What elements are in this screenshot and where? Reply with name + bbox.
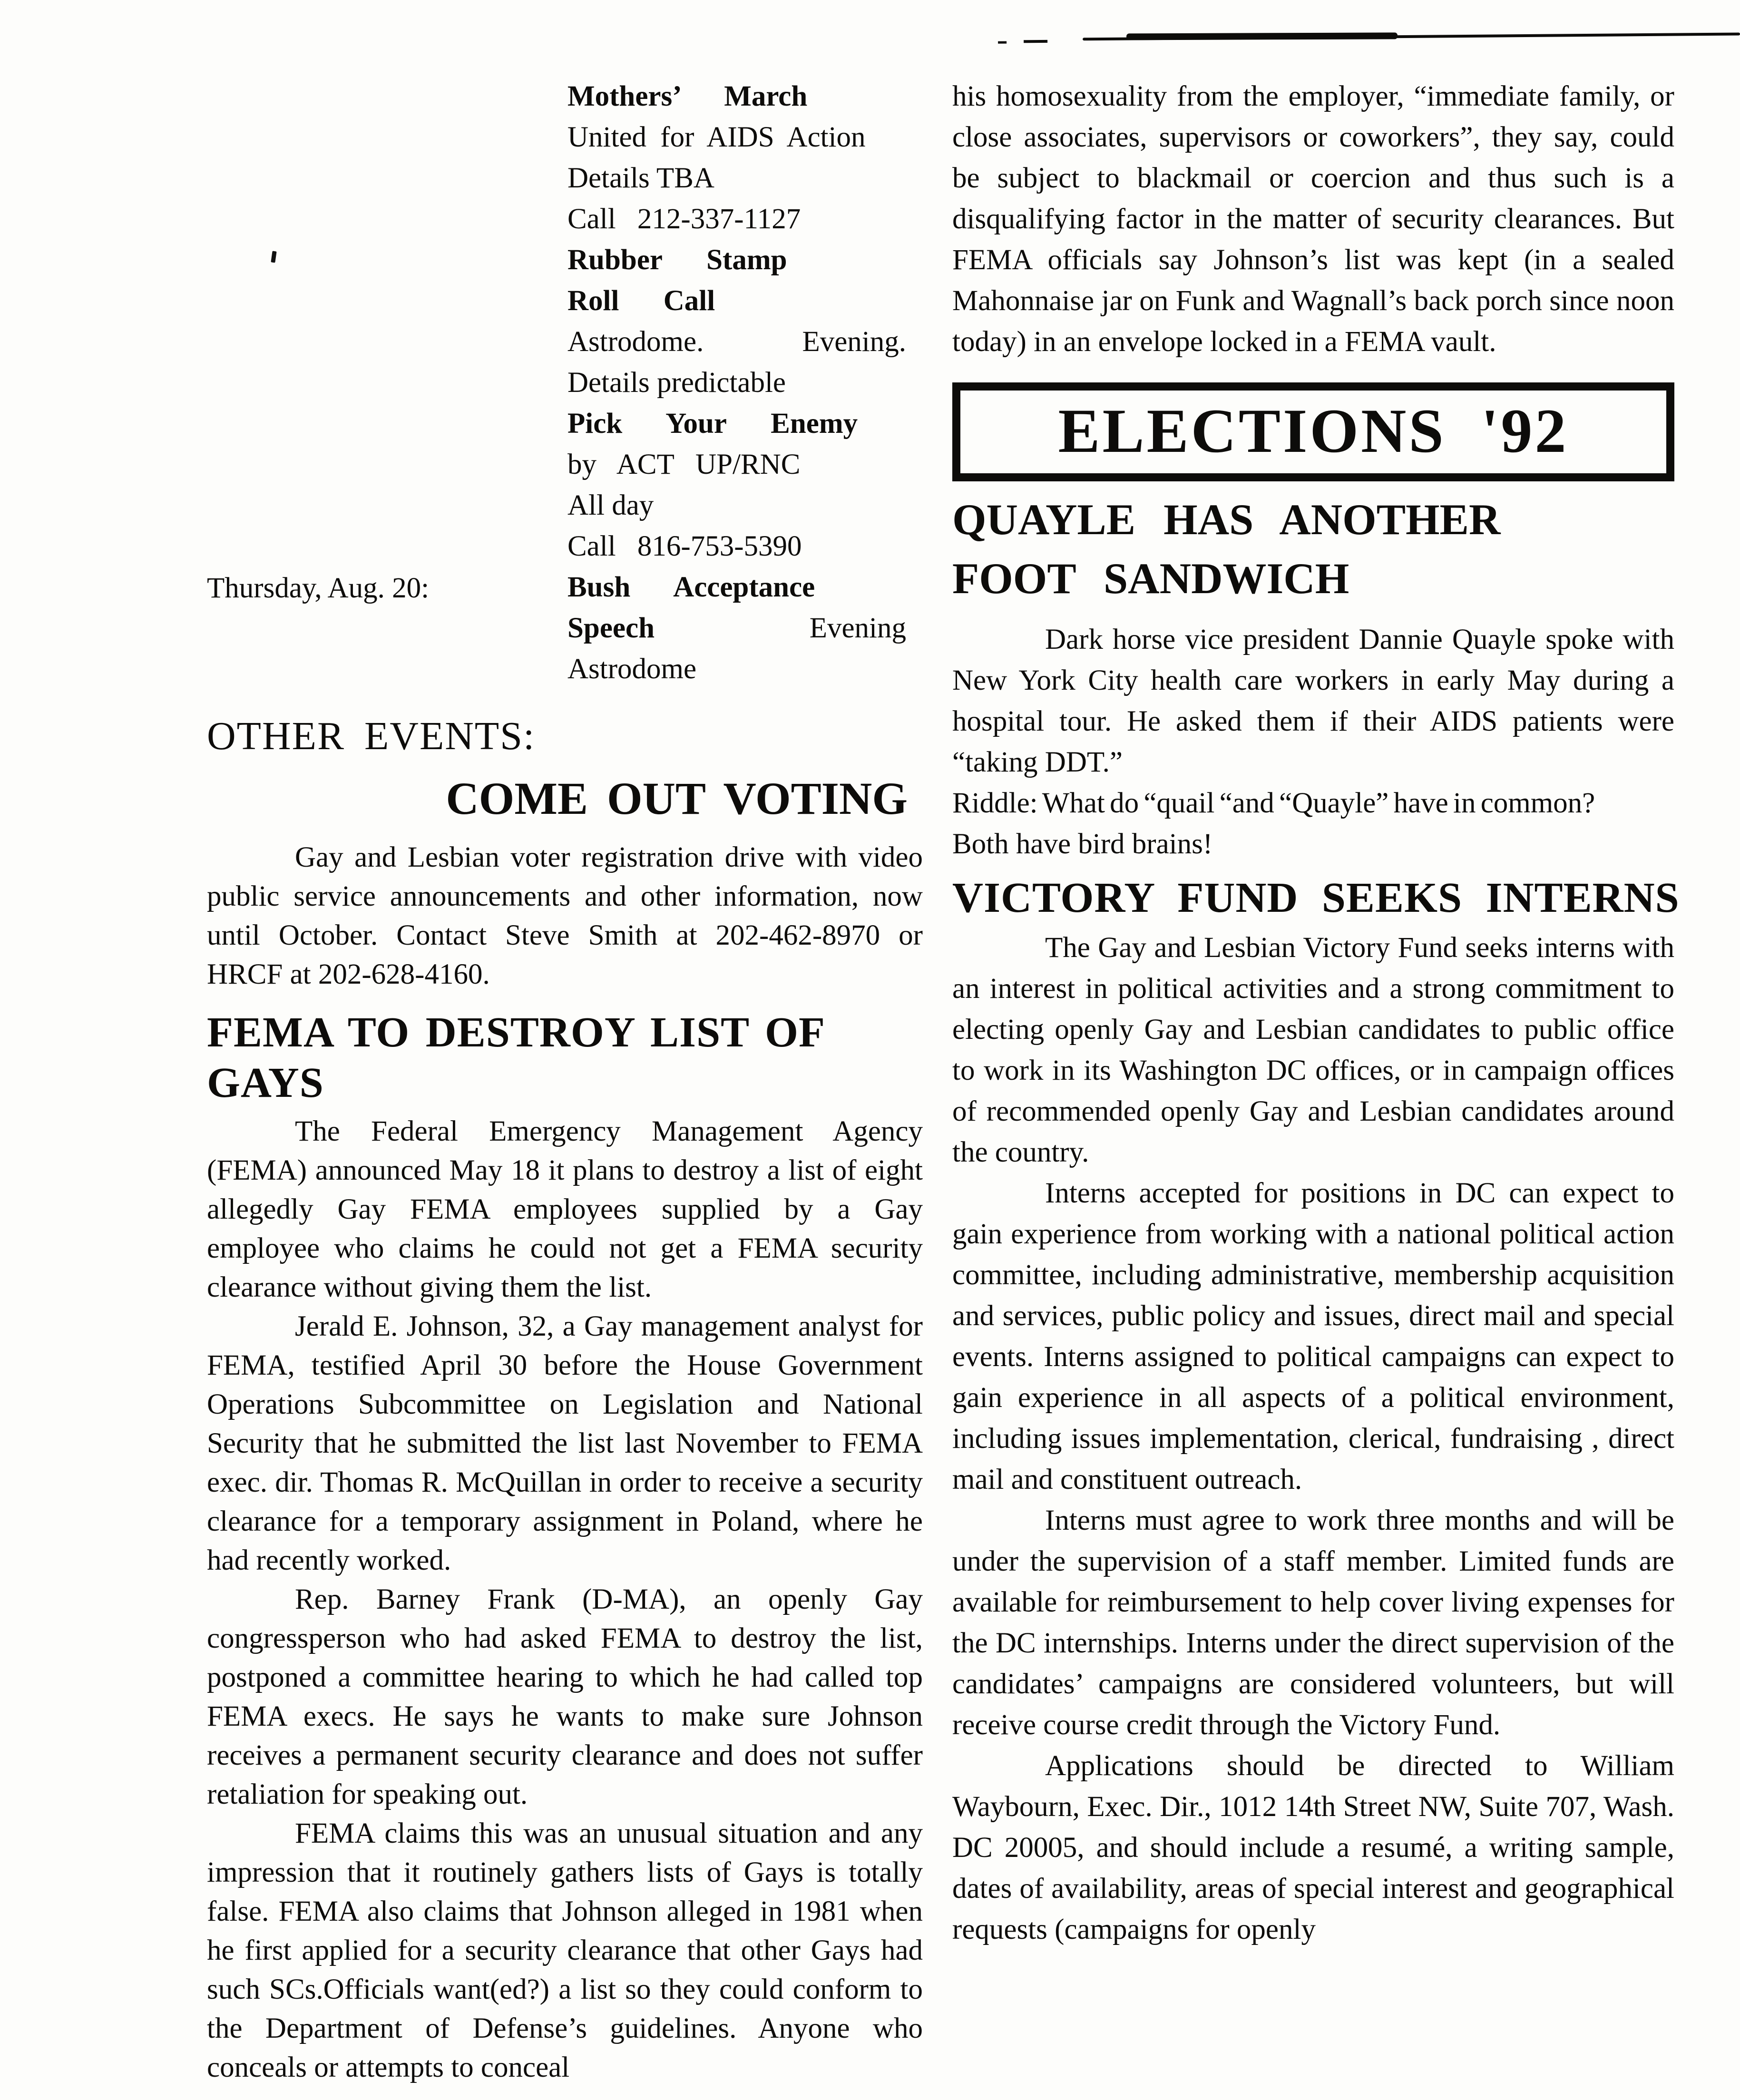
convention-schedule (207, 76, 923, 690)
elections-92-banner-text: ELECTIONS '92 (1058, 396, 1569, 466)
right-column (952, 76, 1680, 2087)
event-title: Pick Your Enemy (567, 408, 858, 440)
fema-paragraph-2: Jerald E. Johnson, 32, a Gay management analyst for FEMA, testified April 30 before the House Government Operations Subcommittee on Legislation and National Security that he submitted the list last November to FEMA exec. dir. Thomas R. McQuillan in order to receive a security clearance for a temporary assignment in Poland, where he had recently worked. (207, 1310, 923, 1576)
fema-paragraph-3: Rep. Barney Frank (D-MA), an openly Gay congressperson who had asked FEMA to destroy the list, postponed a committee hearing to which he had called top FEMA execs. He says he wants to make sure Johnson receives a permanent security clearance and does not suffer retaliation for speaking out. (207, 1583, 923, 1810)
event-detail: Details TBA (567, 162, 714, 194)
fema-paragraph-4: FEMA claims this was an unusual situation and any impression that it routinely gathers lists of Gays is totally false. FEMA also claims that Johnson alleged in 1981 when he first applied for a security clearance that other Gays had such SCs.Officials want(ed?) a list so they could conform to the Department of Defense’s guidelines. Anyone who conceals or attempts to conceal (207, 1817, 923, 2083)
event-title: Bush Acceptance (567, 571, 815, 603)
fema-article-heading: FEMA TO DESTROY LIST OF GAYS (207, 1009, 824, 1106)
quayle-headline-line1: QUAYLE HAS ANOTHER (952, 495, 1501, 544)
fema-paragraph-1: The Federal Emergency Management Agency (FEMA) announced May 18 it plans to destroy a list of eight allegedly Gay FEMA employees supplied by a Gay employee who claims he could not get a FEMA security clearance without giving them the list. (207, 1115, 923, 1303)
victory-paragraph-3: Interns must agree to work three months and will be under the supervision of a staff member. Limited funds are available for reimbursement to help cover living expenses for the DC internships. Interns under the direct supervision of the candidates’ campaigns are considered volunteers, but will receive course credit through the Victory Fund. (952, 1504, 1674, 1741)
quayle-riddle-answer: Both have bird brains! (952, 828, 1213, 860)
event-phone: Call 816-753-5390 (567, 530, 802, 562)
event-detail-row (567, 608, 906, 649)
event-time: All day (567, 489, 654, 521)
schedule-events-list (567, 76, 906, 690)
quayle-riddle-line: Riddle: What do “quail “and “Quayle” have in common? (952, 787, 1595, 819)
event-detail: Details predictable (567, 367, 786, 399)
schedule-day-label: Thursday, Aug. 20: (207, 572, 430, 604)
event-detail: by ACT UP/RNC (567, 449, 801, 480)
come-out-voting-paragraph: Gay and Lesbian voter registration drive with video public service announcements and other information, now until October. Contact Steve Smith at 202-462-8970 or HRCF at 202-628-4160. (207, 841, 923, 990)
other-events-heading: OTHER EVENTS: (207, 714, 536, 758)
quayle-headline (952, 490, 1674, 608)
two-column-layout (207, 76, 1680, 2087)
event-venue: Astrodome. (567, 326, 704, 358)
elections-92-banner-box (952, 382, 1674, 481)
victory-paragraph-1: The Gay and Lesbian Victory Fund seeks interns with an interest in political activities and a strong commitment to electing openly Gay and Lesbian candidates to public office to work in its Washington DC offices, or in campaign offices of recommended openly Gay and Lesbian candidates around the country. (952, 932, 1674, 1168)
event-title: Rubber Stamp (567, 244, 787, 276)
fema-continuation-paragraph: his homosexuality from the employer, “immediate family, or close associates, supervisors or coworkers”, they say, could be subject to blackmail or coercion and thus such is a disqualifying factor in the matter of security clearances. But FEMA officials say Johnson’s list was kept (in a sealed Mahonnaise jar on Funk and Wagnall’s back porch since noon today) in an envelope locked in a FEMA vault. (952, 80, 1674, 358)
come-out-voting-heading: COME OUT VOTING (446, 773, 908, 824)
victory-paragraph-4: Applications should be directed to William Waybourn, Exec. Dir., 1012 14th Street NW, Suite 707, Wash. DC 20005, and should include a resumé, a writing sample, dates of availability, areas of special interest and geographical requests (campaigns for openly (952, 1750, 1674, 1945)
scan-artifact-line (1069, 22, 1740, 46)
scan-artifact-dash (1024, 40, 1047, 43)
event-detail: United for AIDS Action (567, 121, 866, 153)
event-time: Evening (809, 612, 906, 644)
event-title: Speech (567, 612, 655, 644)
event-title: Mothers’ March (567, 80, 808, 112)
event-title: Roll Call (567, 285, 715, 317)
quayle-paragraph: Dark horse vice president Dannie Quayle spoke with New York City health care workers in early May during a hospital tour. He asked them if their AIDS patients were “taking DDT.” (952, 624, 1674, 778)
victory-paragraph-2: Interns accepted for positions in DC can expect to gain experience from working with a national political action committee, including administrative, membership acquisition and services, public policy and issues, direct mail and special events. Interns assigned to political campaigns can expect to gain experience in all aspects of a political environment, including issues implementation, clerical, fundraising , direct mail and constituent outreach. (952, 1177, 1674, 1495)
quayle-headline-line2: FOOT SANDWICH (952, 554, 1349, 603)
scan-artifact-dash (998, 41, 1007, 44)
left-column (207, 76, 923, 2087)
event-venue: Astrodome (567, 653, 697, 685)
event-detail-row (567, 322, 906, 362)
event-time: Evening. (802, 326, 906, 358)
victory-fund-heading: VICTORY FUND SEEKS INTERNS (952, 874, 1680, 921)
event-phone: Call 212-337-1127 (567, 203, 801, 235)
scan-artifact-ink-blob (1126, 32, 1398, 40)
